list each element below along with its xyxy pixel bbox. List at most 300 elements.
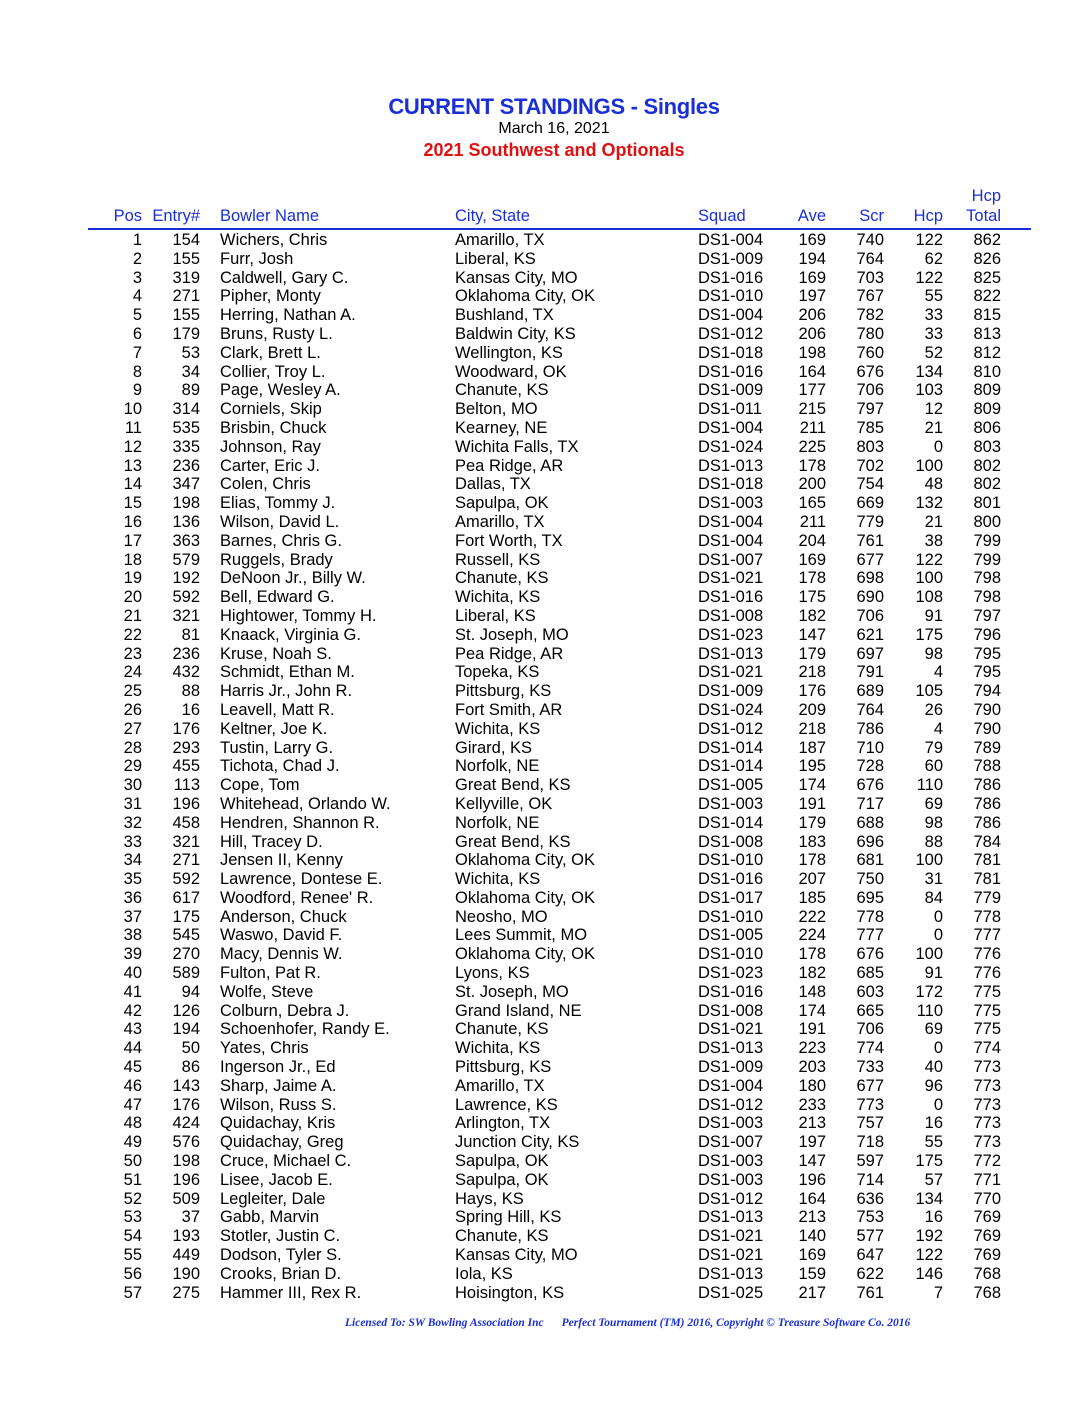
cell-bowler-name: Brisbin, Chuck (220, 418, 327, 437)
cell-city-state: Liberal, KS (455, 249, 536, 268)
cell-hcp-total: 772 (973, 1152, 1001, 1171)
cell-squad: DS1-003 (698, 794, 764, 813)
cell-hcp-total: 781 (973, 851, 1001, 870)
cell-hcp: 12 (924, 400, 943, 419)
cell-ave: 200 (798, 475, 826, 494)
cell-ave: 213 (798, 1208, 826, 1227)
cell-city-state: Junction City, KS (455, 1133, 580, 1152)
cell-squad: DS1-024 (698, 437, 764, 456)
table-row (0, 551, 1088, 570)
cell-scr: 760 (856, 343, 884, 362)
cell-scr: 803 (856, 437, 884, 456)
table-row (0, 1171, 1088, 1190)
cell-scr: 750 (856, 870, 884, 889)
cell-squad: DS1-004 (698, 1076, 764, 1095)
cell-scr: 697 (856, 644, 884, 663)
cell-hcp: 146 (915, 1264, 943, 1283)
cell-ave: 148 (798, 982, 826, 1001)
cell-scr: 780 (856, 324, 884, 343)
table-row (0, 663, 1088, 682)
cell-city-state: Lees Summit, MO (455, 926, 588, 945)
cell-city-state: Bushland, TX (455, 306, 554, 325)
cell-bowler-name: Pipher, Monty (220, 287, 321, 306)
cell-pos: 47 (123, 1095, 142, 1114)
cell-hcp-total: 826 (973, 249, 1001, 268)
cell-hcp-total: 806 (973, 418, 1001, 437)
table-row (0, 250, 1088, 269)
cell-hcp-total: 770 (973, 1189, 1001, 1208)
cell-bowler-name: Collier, Troy L. (220, 362, 326, 381)
table-row (0, 588, 1088, 607)
cell-scr: 778 (856, 907, 884, 926)
cell-entry: 424 (172, 1114, 200, 1133)
cell-scr: 622 (856, 1264, 884, 1283)
cell-city-state: Amarillo, TX (455, 1076, 545, 1095)
cell-bowler-name: Tichota, Chad J. (220, 757, 340, 776)
cell-bowler-name: Hightower, Tommy H. (220, 606, 377, 625)
cell-bowler-name: Quidachay, Kris (220, 1114, 336, 1133)
cell-hcp: 62 (924, 249, 943, 268)
cell-entry: 335 (172, 437, 200, 456)
cell-scr: 714 (856, 1170, 884, 1189)
cell-scr: 785 (856, 418, 884, 437)
cell-scr: 676 (856, 776, 884, 795)
cell-hcp-total: 773 (973, 1133, 1001, 1152)
cell-squad: DS1-011 (698, 400, 762, 419)
cell-pos: 2 (132, 249, 142, 268)
cell-pos: 15 (123, 494, 142, 513)
cell-hcp-total: 781 (973, 870, 1001, 889)
table-row (0, 494, 1088, 513)
cell-city-state: Woodward, OK (455, 362, 567, 381)
cell-scr: 695 (856, 888, 884, 907)
cell-ave: 164 (798, 1189, 826, 1208)
cell-entry: 321 (172, 832, 200, 851)
cell-entry: 176 (172, 1095, 200, 1114)
cell-ave: 174 (798, 1001, 826, 1020)
cell-scr: 718 (856, 1133, 884, 1152)
cell-hcp: 88 (924, 832, 943, 851)
cell-scr: 603 (856, 982, 884, 1001)
cell-scr: 791 (856, 663, 884, 682)
cell-pos: 41 (123, 982, 142, 1001)
cell-bowler-name: Wichers, Chris (220, 231, 328, 249)
cell-pos: 5 (132, 306, 142, 325)
cell-pos: 13 (123, 456, 142, 475)
cell-ave: 147 (798, 625, 826, 644)
cell-ave: 217 (798, 1283, 826, 1302)
cell-pos: 55 (123, 1246, 142, 1265)
cell-entry: 196 (172, 1170, 200, 1189)
table-row (0, 419, 1088, 438)
cell-pos: 29 (123, 757, 142, 776)
cell-squad: DS1-005 (698, 926, 764, 945)
cell-hcp-total: 777 (973, 926, 1001, 945)
cell-bowler-name: Colen, Chris (220, 475, 311, 494)
cell-hcp: 0 (933, 926, 943, 945)
cell-entry: 16 (181, 700, 200, 719)
cell-squad: DS1-003 (698, 1170, 764, 1189)
cell-city-state: Lyons, KS (455, 964, 530, 983)
cell-bowler-name: Dodson, Tyler S. (220, 1246, 342, 1265)
cell-squad: DS1-003 (698, 1114, 764, 1133)
cell-ave: 194 (798, 249, 826, 268)
cell-scr: 797 (856, 400, 884, 419)
cell-ave: 169 (798, 268, 826, 287)
cell-scr: 636 (856, 1189, 884, 1208)
cell-hcp-total: 790 (973, 700, 1001, 719)
cell-hcp: 21 (924, 418, 943, 437)
cell-city-state: Norfolk, NE (455, 813, 540, 832)
cell-pos: 39 (123, 945, 142, 964)
cell-squad: DS1-009 (698, 249, 764, 268)
cell-hcp: 122 (915, 231, 943, 249)
cell-pos: 24 (123, 663, 142, 682)
cell-hcp: 108 (915, 588, 943, 607)
cell-squad: DS1-005 (698, 776, 764, 795)
cell-bowler-name: Herring, Nathan A. (220, 306, 356, 325)
cell-scr: 754 (856, 475, 884, 494)
table-row (0, 532, 1088, 551)
table-row (0, 814, 1088, 833)
cell-hcp-total: 801 (973, 494, 1001, 513)
cell-scr: 681 (856, 851, 884, 870)
cell-entry: 458 (172, 813, 200, 832)
cell-pos: 51 (123, 1170, 142, 1189)
table-row (0, 1265, 1088, 1284)
cell-squad: DS1-018 (698, 475, 764, 494)
cell-hcp: 38 (924, 531, 943, 550)
cell-city-state: Pea Ridge, AR (455, 644, 564, 663)
cell-pos: 44 (123, 1039, 142, 1058)
cell-scr: 621 (856, 625, 884, 644)
table-row (0, 645, 1088, 664)
cell-hcp-total: 803 (973, 437, 1001, 456)
cell-hcp-total: 786 (973, 813, 1001, 832)
cell-pos: 40 (123, 964, 142, 983)
cell-entry: 192 (172, 569, 200, 588)
cell-pos: 35 (123, 870, 142, 889)
cell-bowler-name: Caldwell, Gary C. (220, 268, 349, 287)
cell-hcp: 100 (915, 851, 943, 870)
cell-squad: DS1-009 (698, 1058, 764, 1077)
cell-hcp: 31 (924, 870, 943, 889)
cell-squad: DS1-016 (698, 870, 764, 889)
cell-bowler-name: DeNoon Jr., Billy W. (220, 569, 366, 588)
cell-scr: 777 (856, 926, 884, 945)
cell-entry: 198 (172, 1152, 200, 1171)
cell-hcp: 16 (924, 1114, 943, 1133)
cell-hcp-total: 809 (973, 381, 1001, 400)
cell-pos: 22 (123, 625, 142, 644)
cell-bowler-name: Harris Jr., John R. (220, 682, 353, 701)
table-row (0, 1039, 1088, 1058)
cell-entry: 179 (172, 324, 200, 343)
cell-hcp-total: 797 (973, 606, 1001, 625)
cell-ave: 198 (798, 343, 826, 362)
cell-ave: 187 (798, 738, 826, 757)
cell-hcp: 4 (933, 719, 943, 738)
cell-city-state: Wichita, KS (455, 588, 541, 607)
cell-pos: 10 (123, 400, 142, 419)
table-row (0, 475, 1088, 494)
cell-hcp-total: 775 (973, 1020, 1001, 1039)
cell-hcp: 21 (924, 512, 943, 531)
cell-hcp-total: 786 (973, 794, 1001, 813)
cell-squad: DS1-004 (698, 418, 764, 437)
cell-bowler-name: Cope, Tom (220, 776, 300, 795)
cell-entry: 271 (172, 287, 200, 306)
cell-bowler-name: Wilson, Russ S. (220, 1095, 337, 1114)
cell-pos: 30 (123, 776, 142, 795)
cell-scr: 774 (856, 1039, 884, 1058)
cell-scr: 733 (856, 1058, 884, 1077)
table-row (0, 964, 1088, 983)
cell-hcp: 0 (933, 1095, 943, 1114)
cell-squad: DS1-025 (698, 1283, 764, 1302)
cell-city-state: Chanute, KS (455, 1020, 549, 1039)
cell-squad: DS1-010 (698, 907, 764, 926)
cell-city-state: Wellington, KS (455, 343, 563, 362)
cell-ave: 222 (798, 907, 826, 926)
cell-entry: 89 (181, 381, 200, 400)
cell-pos: 4 (132, 287, 142, 306)
cell-scr: 676 (856, 362, 884, 381)
cell-pos: 34 (123, 851, 142, 870)
cell-hcp-total: 798 (973, 569, 1001, 588)
cell-city-state: Wichita, KS (455, 719, 541, 738)
cell-city-state: Fort Worth, TX (455, 531, 563, 550)
cell-ave: 218 (798, 663, 826, 682)
cell-scr: 706 (856, 381, 884, 400)
cell-hcp-total: 795 (973, 663, 1001, 682)
cell-entry: 81 (181, 625, 200, 644)
cell-hcp-total: 768 (973, 1264, 1001, 1283)
table-row (0, 776, 1088, 795)
cell-bowler-name: Johnson, Ray (220, 437, 321, 456)
cell-entry: 175 (172, 907, 200, 926)
cell-city-state: Wichita Falls, TX (455, 437, 579, 456)
cell-hcp-total: 769 (973, 1227, 1001, 1246)
cell-ave: 178 (798, 851, 826, 870)
cell-hcp: 110 (916, 1001, 943, 1020)
cell-hcp: 40 (924, 1058, 943, 1077)
cell-pos: 6 (132, 324, 142, 343)
cell-city-state: Chanute, KS (455, 381, 549, 400)
cell-hcp-total: 862 (973, 231, 1001, 249)
cell-squad: DS1-013 (698, 1264, 764, 1283)
cell-scr: 764 (856, 700, 884, 719)
cell-bowler-name: Wolfe, Steve (220, 982, 314, 1001)
cell-city-state: Liberal, KS (455, 606, 536, 625)
cell-entry: 193 (172, 1227, 200, 1246)
cell-bowler-name: Hammer III, Rex R. (220, 1283, 362, 1302)
table-row (0, 739, 1088, 758)
report-date: March 16, 2021 (498, 120, 610, 137)
cell-pos: 42 (123, 1001, 142, 1020)
table-row (0, 1020, 1088, 1039)
cell-pos: 32 (123, 813, 142, 832)
cell-bowler-name: Macy, Dennis W. (220, 945, 343, 964)
header-hcp-total-bottom: Total (966, 207, 1001, 225)
cell-hcp: 91 (924, 606, 943, 625)
cell-entry: 126 (172, 1001, 200, 1020)
cell-hcp: 122 (915, 268, 943, 287)
table-row (0, 1058, 1088, 1077)
cell-hcp-total: 776 (973, 964, 1001, 983)
table-row (0, 513, 1088, 532)
cell-entry: 319 (172, 268, 200, 287)
cell-squad: DS1-017 (698, 888, 764, 907)
header-squad: Squad (698, 207, 746, 225)
cell-hcp-total: 813 (973, 324, 1001, 343)
cell-hcp: 0 (933, 437, 943, 456)
cell-squad: DS1-007 (698, 550, 764, 569)
cell-squad: DS1-021 (698, 1227, 764, 1246)
cell-ave: 174 (798, 776, 826, 795)
table-row (0, 1246, 1088, 1265)
cell-hcp: 55 (924, 287, 943, 306)
table-row (0, 325, 1088, 344)
cell-ave: 169 (798, 550, 826, 569)
table-row (0, 287, 1088, 306)
cell-scr: 761 (856, 531, 884, 550)
cell-scr: 740 (856, 231, 884, 249)
cell-hcp-total: 779 (973, 888, 1001, 907)
cell-hcp: 7 (933, 1283, 943, 1302)
cell-city-state: Russell, KS (455, 550, 541, 569)
cell-pos: 57 (123, 1283, 142, 1302)
cell-scr: 753 (856, 1208, 884, 1227)
cell-entry: 94 (181, 982, 200, 1001)
cell-bowler-name: Whitehead, Orlando W. (220, 794, 391, 813)
header-bowler-name: Bowler Name (220, 207, 320, 225)
cell-city-state: Sapulpa, OK (455, 1152, 549, 1171)
cell-scr: 677 (856, 550, 884, 569)
cell-ave: 197 (798, 287, 826, 306)
cell-entry: 155 (172, 306, 200, 325)
table-row (0, 381, 1088, 400)
cell-city-state: Pittsburg, KS (455, 1058, 552, 1077)
cell-hcp-total: 802 (973, 475, 1001, 494)
cell-bowler-name: Knaack, Virginia G. (220, 625, 361, 644)
cell-scr: 647 (856, 1246, 884, 1265)
cell-city-state: Oklahoma City, OK (455, 888, 595, 907)
cell-city-state: Pittsburg, KS (455, 682, 552, 701)
cell-hcp-total: 769 (973, 1208, 1001, 1227)
cell-bowler-name: Stotler, Justin C. (220, 1227, 341, 1246)
cell-bowler-name: Sharp, Jaime A. (220, 1076, 337, 1095)
cell-pos: 16 (123, 512, 142, 531)
cell-scr: 690 (856, 588, 884, 607)
cell-hcp: 4 (933, 663, 943, 682)
table-row (0, 457, 1088, 476)
cell-entry: 270 (172, 945, 200, 964)
cell-entry: 579 (172, 550, 200, 569)
cell-city-state: Hoisington, KS (455, 1283, 565, 1302)
cell-ave: 191 (798, 794, 826, 813)
cell-hcp: 100 (915, 569, 943, 588)
table-row (0, 682, 1088, 701)
cell-ave: 178 (798, 945, 826, 964)
cell-bowler-name: Lisee, Jacob E. (220, 1170, 333, 1189)
cell-bowler-name: Hendren, Shannon R. (220, 813, 380, 832)
cell-hcp: 0 (933, 907, 943, 926)
cell-entry: 190 (172, 1264, 200, 1283)
table-row (0, 1208, 1088, 1227)
cell-bowler-name: Anderson, Chuck (220, 907, 347, 926)
cell-scr: 764 (856, 249, 884, 268)
cell-ave: 225 (798, 437, 826, 456)
cell-ave: 183 (798, 832, 826, 851)
table-row (0, 908, 1088, 927)
cell-hcp-total: 786 (973, 776, 1001, 795)
cell-bowler-name: Kruse, Noah S. (220, 644, 332, 663)
cell-city-state: Lawrence, KS (455, 1095, 558, 1114)
cell-scr: 717 (856, 794, 884, 813)
cell-hcp: 33 (924, 324, 943, 343)
cell-ave: 147 (798, 1152, 826, 1171)
cell-ave: 176 (798, 682, 826, 701)
table-row (0, 1077, 1088, 1096)
cell-scr: 786 (856, 719, 884, 738)
cell-pos: 54 (123, 1227, 142, 1246)
cell-squad: DS1-016 (698, 982, 764, 1001)
cell-bowler-name: Tustin, Larry G. (220, 738, 334, 757)
table-row (0, 363, 1088, 382)
cell-pos: 56 (123, 1264, 142, 1283)
cell-bowler-name: Yates, Chris (220, 1039, 309, 1058)
cell-entry: 236 (172, 644, 200, 663)
cell-ave: 213 (798, 1114, 826, 1133)
cell-entry: 176 (172, 719, 200, 738)
cell-hcp-total: 788 (973, 757, 1001, 776)
cell-pos: 19 (123, 569, 142, 588)
cell-city-state: Wichita, KS (455, 1039, 541, 1058)
cell-pos: 38 (123, 926, 142, 945)
cell-squad: DS1-012 (698, 1095, 764, 1114)
cell-entry: 88 (181, 682, 200, 701)
cell-bowler-name: Hill, Tracey D. (220, 832, 323, 851)
cell-entry: 509 (172, 1189, 200, 1208)
cell-pos: 43 (123, 1020, 142, 1039)
cell-bowler-name: Cruce, Michael C. (220, 1152, 352, 1171)
cell-bowler-name: Gabb, Marvin (220, 1208, 320, 1227)
cell-pos: 9 (132, 381, 142, 400)
cell-squad: DS1-008 (698, 606, 764, 625)
cell-scr: 676 (856, 945, 884, 964)
cell-scr: 706 (856, 1020, 884, 1039)
cell-pos: 18 (123, 550, 142, 569)
cell-hcp: 98 (924, 813, 943, 832)
cell-ave: 178 (798, 456, 826, 475)
cell-ave: 223 (798, 1039, 826, 1058)
cell-hcp-total: 790 (973, 719, 1001, 738)
cell-hcp: 110 (916, 776, 943, 795)
cell-hcp-total: 795 (973, 644, 1001, 663)
cell-city-state: Arlington, TX (455, 1114, 551, 1133)
cell-hcp: 175 (915, 625, 943, 644)
cell-ave: 182 (798, 964, 826, 983)
cell-ave: 195 (798, 757, 826, 776)
cell-city-state: St. Joseph, MO (455, 982, 569, 1001)
table-row (0, 983, 1088, 1002)
cell-city-state: Pea Ridge, AR (455, 456, 564, 475)
cell-bowler-name: Clark, Brett L. (220, 343, 321, 362)
cell-city-state: Great Bend, KS (455, 832, 571, 851)
cell-scr: 696 (856, 832, 884, 851)
cell-bowler-name: Barnes, Chris G. (220, 531, 342, 550)
